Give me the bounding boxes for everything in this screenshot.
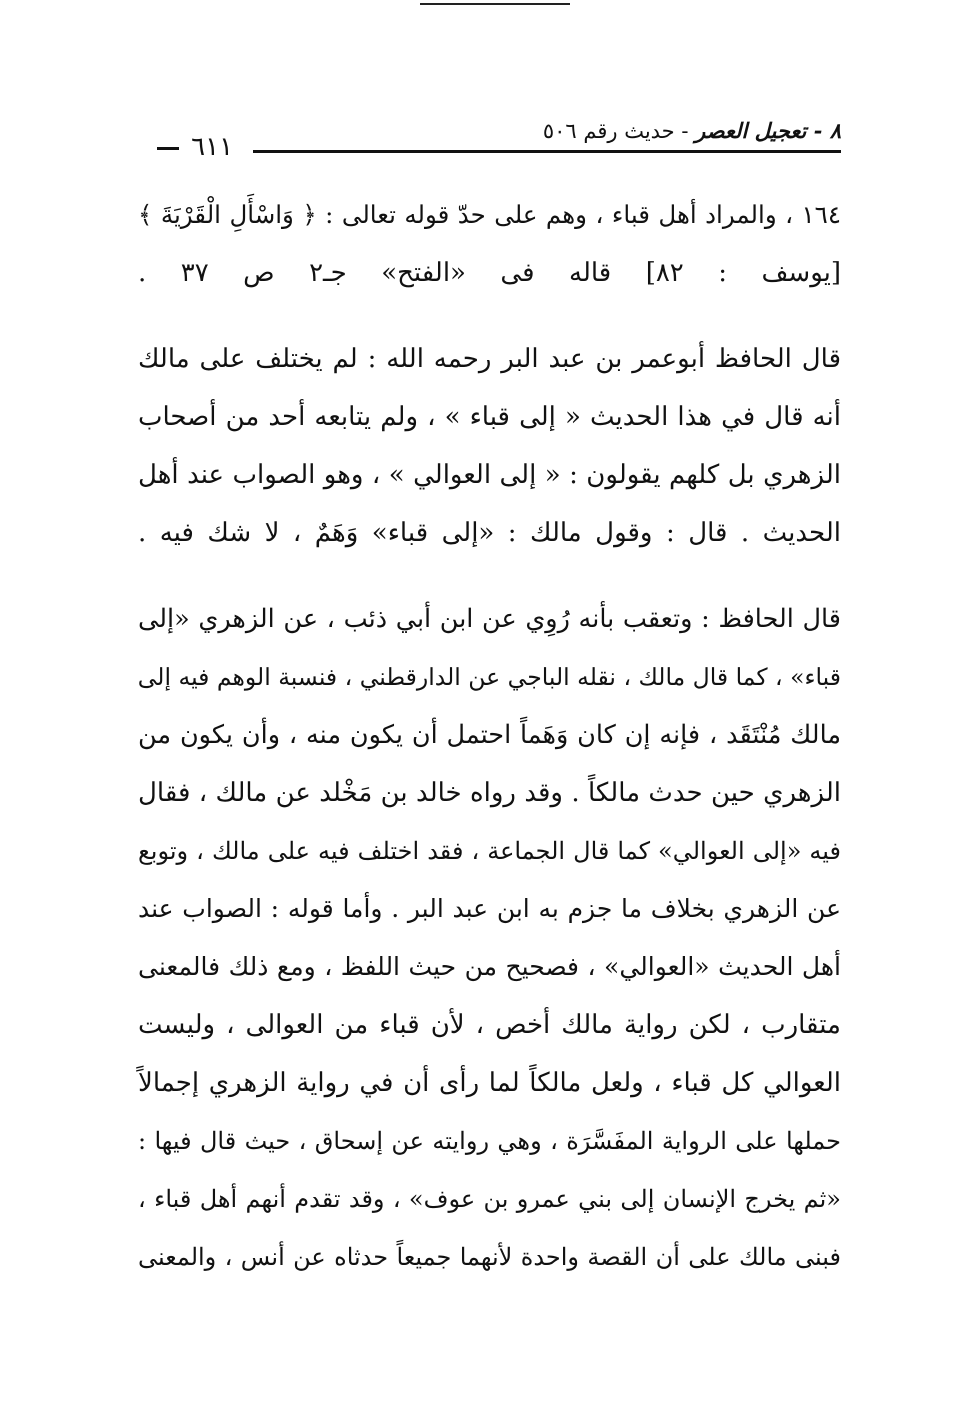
text-line: متقارب ، لكن رواية مالك أخص ، لأن قباء من العوالى ، وليست — [138, 1010, 841, 1040]
text-line: أهل الحديث «العوالي» ، فصحيح من حيث اللفظ ، ومع ذلك فالمعنى — [138, 952, 841, 981]
top-edge-rule — [420, 3, 570, 5]
text-line: أنه قال في هذا الحديث « إلى قباء » ، ولم يتابعه أحد من أصحاب — [138, 402, 841, 432]
page-header — [138, 118, 841, 170]
page-number-block — [138, 132, 248, 162]
text-line: فبنى مالك على أن القصة واحدة لأنهما جميعاً حدثاه عن أنس ، والمعنى — [138, 1243, 841, 1271]
paragraph-ibn-abd-al-barr — [138, 330, 841, 562]
hadith-label: - حديث رقم ٥٠٦ — [542, 119, 689, 143]
page-number-dash — [157, 147, 179, 150]
page-number: ٦١١ — [191, 132, 234, 162]
text-line: الحديث . قال : وقول مالك : «إلى قباء» وَهَمٌ ، لا شك فيه . — [138, 518, 841, 548]
text-line: عن الزهري بخلاف ما جزم به ابن عبد البر . وأما قوله : الصواب عند — [138, 894, 841, 923]
text-line: قال الحافظ أبوعمر بن عبد البر رحمه الله : لم يختلف على مالك — [138, 344, 841, 374]
footnote-continuation — [138, 186, 841, 302]
text-line: الزهري بل كلهم يقولون : « إلى العوالي » ، وهو الصواب عند أهل — [138, 460, 841, 490]
text-line: ١٦٤ ، والمراد أهل قباء ، وهم على حدّ قوله تعالى : ﴿ وَاسْأَلِ الْقَرْيَةَ ﴾ — [138, 200, 841, 229]
header-rule — [253, 150, 841, 153]
text-line: «ثم يخرج الإنسان إلى بني عمرو بن عوف» ، وقد تقدم أنهم أهل قباء ، — [138, 1185, 841, 1213]
body-text — [138, 186, 841, 1286]
running-title — [543, 118, 841, 143]
text-line: مالك مُنْتَقَد ، فإنه إن كان وَهَماً احتمل أن يكون منه ، وأن يكون من — [138, 720, 841, 750]
text-line: قال الحافظ : وتعقب بأنه رُوِي عن ابن أبي ذئب ، عن الزهري «إلى — [138, 604, 841, 634]
text-line: حملها على الرواية المفَسَّرَة ، وهي روايته عن إسحاق ، حيث قال فيها : — [138, 1127, 841, 1155]
text-line: فيه «إلى العوالي» كما قال الجماعة ، فقد اختلف فيه على مالك ، وتوبع — [138, 837, 841, 865]
chapter-label: ٨ - تعجيل العصر — [695, 118, 841, 143]
text-line: [يوسف : ٨٢] قاله فى «الفتح» جـ٢ ص ٣٧ . — [138, 258, 842, 288]
text-line: العوالي كل قباء ، ولعل مالكاً لما رأى أن في رواية الزهري إجمالاً — [138, 1068, 841, 1098]
text-line: الزهري حين حدث مالكاً . وقد رواه خالد بن مَخْلد عن مالك ، فقال — [138, 778, 841, 808]
text-line: قباء» ، كما قال مالك ، نقله الباجي عن الدارقطني ، فنسبة الوهم فيه إلى — [137, 663, 841, 691]
paragraph-al-hafiz — [138, 590, 841, 1286]
